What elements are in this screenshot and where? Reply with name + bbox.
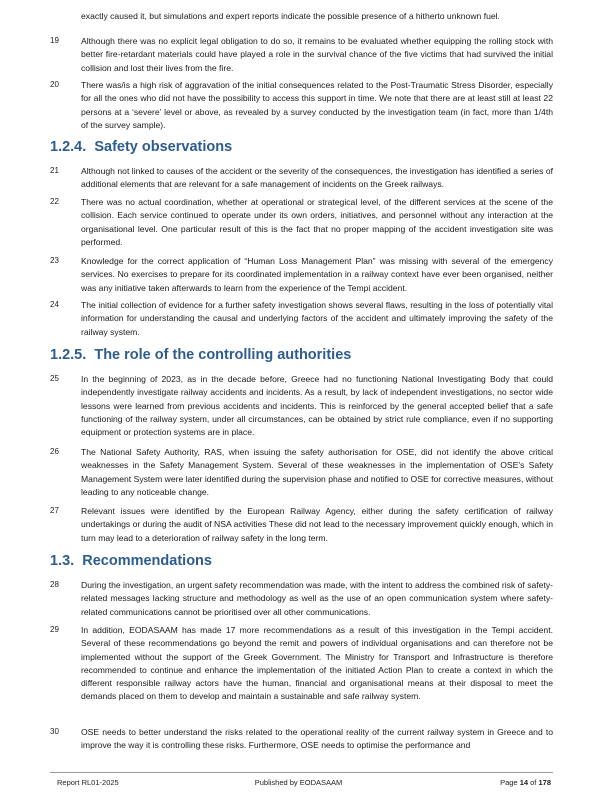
footer-divider [50,772,553,773]
paragraph-number: 20 [50,80,59,89]
paragraph-number: 21 [50,166,59,175]
paragraph-text: Knowledge for the correct application of “Human Loss Management Plan” was missing with several of the emergency services. No exercises to prepare for its coordinated implementation in a railway context have ever been organised, neither was any initiative taken afterwards to learn from the experience of the Tempi accident. [81,256,553,293]
paragraph-number: 22 [50,197,59,206]
paragraph-text: In addition, EODASAAM has made 17 more recommendations as a result of this investigation in the Tempi accident. Several of these recommendations go beyond the remit and powers of individual organisations and can therefore not be implemented without the support of the Greek Government. The Ministry for Transport and Infrastructure is therefore recommended to continue and enhance the implementation of the initiated Action Plan to create a context in which the different responsible railway actors have the human, financial and organisational means at their disposal to meet the demands placed on them to develop and maintain a sustainable and safe railway system. [81,625,553,702]
paragraph-number: 26 [50,447,59,456]
paragraph-text: The initial collection of evidence for a further safety investigation shows several flaws, resulting in the loss of potentially vital information for understanding the causal and underlying factors of the accident and ultimately improving the safety of the railway system. [81,300,553,337]
footer-report-id: Report RL01-2025 [57,778,119,787]
paragraph-number: 23 [50,256,59,265]
paragraph-text: There was no actual coordination, whether at operational or strategical level, of the different services at the scene of the collision. Each service continued to operate under its own orders, initiatives, and personnel without any interaction at the organisational level. One particular result of this is the fact that no proper mapping of the accident investigation site was performed. [81,197,553,247]
paragraph-text: OSE needs to better understand the risks related to the operational reality of the current railway system in Greece and to improve the way it is controlling these risks. Furthermore, OSE needs to optimise the performance and [81,727,553,751]
section-heading-safety-observations: 1.2.4. Safety observations [50,139,233,155]
section-heading-recommendations: 1.3. Recommendations [50,553,212,569]
paragraph-number: 30 [50,727,59,736]
section-heading-controlling-authorities: 1.2.5. The role of the controlling authorities [50,347,352,363]
paragraph-text: In the beginning of 2023, as in the decade before, Greece had no functioning National Investigating Body that could independently investigate railway accidents and incidents. As a result, by lack of independent investigations, no sector wide lessons were learned from previous accidents and incidents. This is reinforced by the general accepted belief that a safe functioning of the railway system, under all circumstances, can be obtained by strict rule compliance, even if no supporting equipment or protection systems are in place. [81,374,553,438]
paragraph-number: 27 [50,506,59,515]
paragraph-number: 19 [50,36,59,45]
paragraph-text: Relevant issues were identified by the European Railway Agency, either during the safety certification of railway undertakings or during the audit of NSA activities These did not lead to the necessary improvement quickly enough, which in turn may lead to a deterioration of railway safety in the long term. [81,506,553,543]
footer-page-number: Page 14 of 178 [500,778,551,787]
paragraph-number: 29 [50,625,59,634]
paragraph-text: There was/is a high risk of aggravation of the initial consequences related to the Post-Traumatic Stress Disorder, especially for all the ones who did not have the possibility to access this support in time. We note that there are at least still at least 22 persons at a ‘severe’ level or above, as revealed by a survey conducted by the investigation team (in fact, more than 1/4th of the survey sample). [81,80,553,130]
paragraph-text: The National Safety Authority, RAS, when issuing the safety authorisation for OSE, did not identify the above critical weaknesses in the Safety Management System. Several of these weaknesses in the implementation of OSE’s Safety Management System were later identified during the supervision phase and notified to OSE for corrective measures, without leading to any noticeable change. [81,447,553,497]
paragraph-number: 24 [50,300,59,309]
paragraph-text: Although there was no explicit legal obligation to do so, it remains to be evaluated whether equipping the rolling stock with better fire-retardant materials could have played a role in the survival chance of the five victims that had survived the initial collision and lost their lives from the fire. [81,36,553,73]
paragraph-text: Although not linked to causes of the accident or the severity of the consequences, the investigation has identified a series of additional elements that are relevant for a safe management of incidents on the Greek railways. [81,166,553,190]
paragraph-text: During the investigation, an urgent safety recommendation was made, with the intent to address the combined risk of safety-related messages lacking structure and methodology as well as the use of an open communication system where safety-related communications cannot be prioritised over all other communications. [81,580,553,617]
paragraph-number: 28 [50,580,59,589]
continued-paragraph: exactly caused it, but simulations and expert reports indicate the possible presence of a hitherto unknown fuel. [81,11,500,21]
paragraph-number: 25 [50,374,59,383]
footer-publisher: Published by EODASAAM [254,778,343,787]
